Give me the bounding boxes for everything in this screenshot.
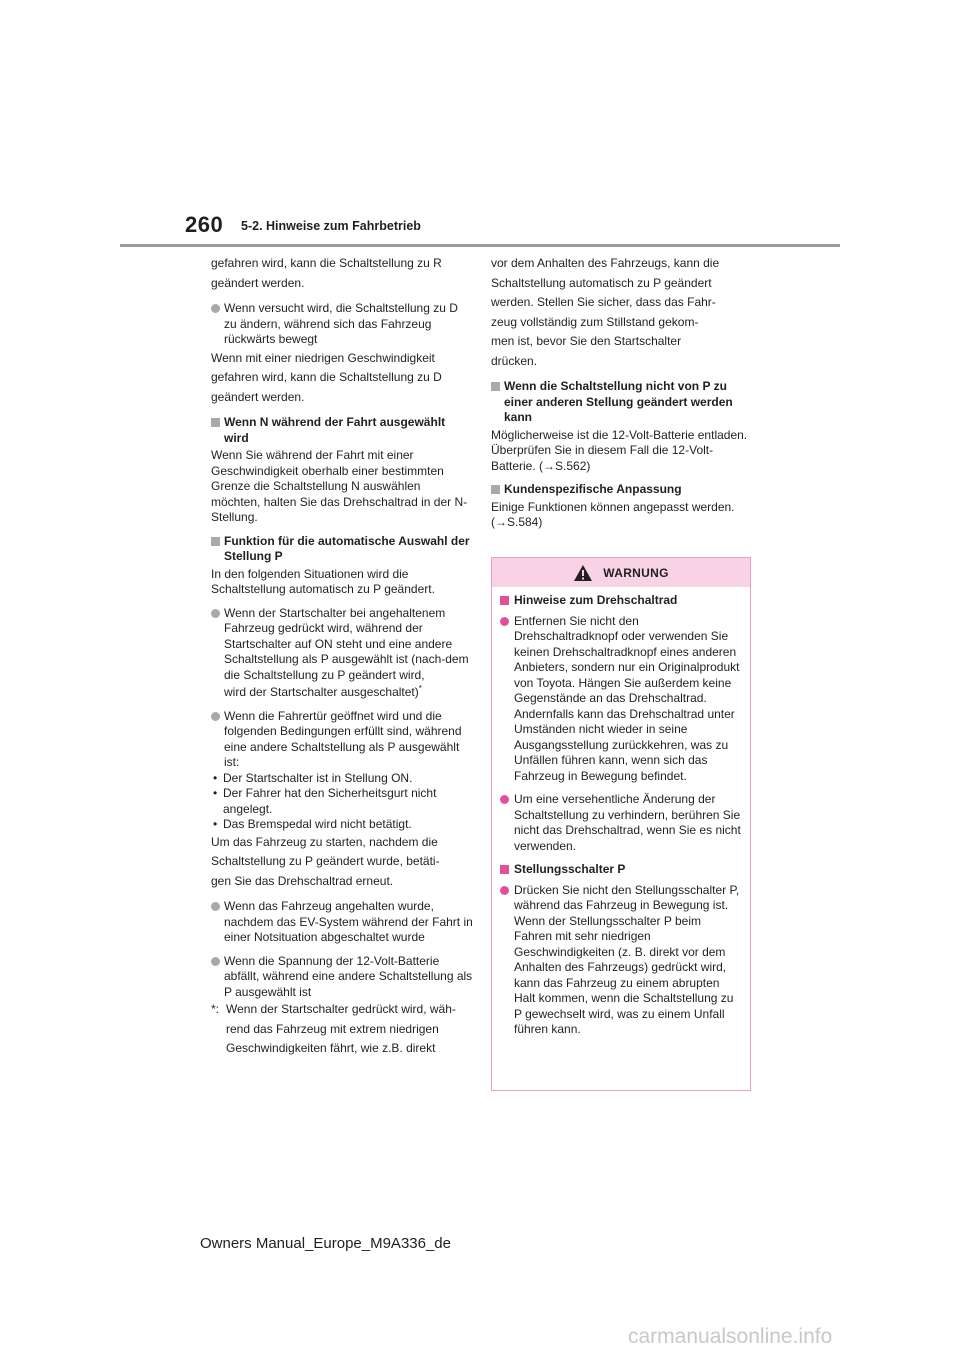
warning-triangle-icon — [573, 564, 593, 582]
intro-line: geändert werden. — [211, 275, 305, 290]
body-line: zeug vollständig zum Stillstand gekom- — [491, 314, 699, 329]
footnote — [211, 1000, 473, 1059]
warning-heading-p-switch: Stellungsschalter P — [500, 862, 742, 878]
right-column — [491, 254, 753, 531]
warning-text: Drücken Sie nicht den Stellungsschalter P, während das Fahrzeug in Bewegung ist. — [514, 882, 740, 912]
footnote-mark: * — [418, 684, 422, 693]
body-line: vor dem Anhalten des Fahrzeugs, kann die — [491, 256, 720, 270]
bullet-driver-door: Wenn die Fahrertür geöffnet wird und die folgenden Bedingungen erfüllt sind, während eine andere Schaltstellung als P ausgewählt ist: — [211, 709, 473, 771]
heading-customization: Kundenspezifische Anpassung — [491, 482, 753, 498]
intro-line: gefahren wird, kann die Schaltstellung zu R — [211, 256, 442, 270]
warning-text: Andernfalls kann das Drehschaltrad unter Umständen nicht wieder in seine Ausgangsstellung zurückkehren, was zu Unfällen führen kann, wenn sich das Fahrzeug in Bewegung befindet. — [514, 706, 735, 783]
warning-title: WARNUNG — [603, 565, 669, 580]
warning-text: Entfernen Sie nicht den Drehschaltradknopf oder verwenden Sie keinen Drehschaltradknopf eines anderen Anbieters, sondern nur ein Originalprodukt von Toyota. Hängen Sie außerdem keine Gegenstände an das Drehschaltrad. — [514, 613, 740, 705]
warning-text: Wenn der Stellungsschalter P beim Fahren mit sehr niedrigen Geschwindigkeiten (z. B. direkt vor dem Anhalten des Fahrzeugs) gedrückt wird, kann das Fahrzeug zu einem abrupten Halt kommen, wenn die Schaltstellung zu P gewechselt wird, was zu einem Unfall führen kann. — [514, 913, 734, 1036]
body-line: Um das Fahrzeug zu starten, nachdem die — [211, 834, 438, 849]
warning-bullet-knob — [500, 614, 742, 785]
bullet-12v-battery: Wenn die Spannung der 12-Volt-Batterie abfällt, während eine andere Schaltstellung als P ausgewählt ist — [211, 954, 473, 1001]
warning-bullet-touch: Um eine versehentliche Änderung der Schaltstellung zu verhindern, berühren Sie nicht das Drehschaltrad, wenn Sie es nicht verwenden. — [500, 792, 742, 854]
warning-body — [492, 587, 750, 1038]
bullet-text: Wenn der Startschalter bei angehaltenem Fahrzeug gedrückt wird, während der Startschalter auf ON steht und eine andere Schaltstellung als P ausgewählt ist (nach-dem die Schaltstellung zu P geändert wird, — [224, 605, 469, 682]
footnote-line: rend das Fahrzeug mit extrem niedrigen — [226, 1021, 439, 1036]
body-line: geändert werden. — [211, 389, 305, 404]
heading-n-while-driving: Wenn N während der Fahrt ausgewählt wird — [211, 415, 473, 446]
bullet-ev-system: Wenn das Fahrzeug angehalten wurde, nachdem das EV-System während der Fahrt in einer Notsituation abgeschaltet wurde — [211, 899, 473, 946]
body-line: werden. Stellen Sie sicher, dass das Fahr- — [491, 295, 716, 309]
paragraph-shift-stuck: Möglicherweise ist die 12-Volt-Batterie entladen. Überprüfen Sie in diesem Fall die 12-Volt-Batterie. (→S.562) — [491, 427, 748, 473]
footer-text: Owners Manual_Europe_M9A336_de — [200, 1235, 451, 1252]
warning-heading-dial: Hinweise zum Drehschaltrad — [500, 593, 742, 609]
heading-shift-stuck: Wenn die Schaltstellung nicht von P zu einer anderen Stellung geändert werden kann — [491, 379, 753, 426]
body-line: Wenn mit einer niedrigen Geschwindigkeit — [211, 350, 435, 365]
paragraph-auto-p: In den folgenden Situationen wird die Schaltstellung automatisch zu P geändert. — [211, 566, 435, 596]
warning-bullet-p-switch — [500, 883, 742, 1038]
left-column — [211, 254, 473, 1059]
warning-header — [492, 558, 750, 587]
body-line: Schaltstellung automatisch zu P geändert — [491, 275, 712, 290]
sub-item: • Der Startschalter ist in Stellung ON. — [211, 771, 473, 787]
body-line: Schaltstellung zu P geändert wurde, betäti- — [211, 854, 440, 868]
body-line: gefahren wird, kann die Schaltstellung zu D — [211, 370, 442, 384]
heading-auto-p: Funktion für die automatische Auswahl der Stellung P — [211, 534, 473, 565]
sub-item: • Das Bremspedal wird nicht betätigt. — [211, 817, 473, 833]
section-title: 5-2. Hinweise zum Fahrbetrieb — [241, 219, 421, 233]
body-line: drücken. — [491, 353, 538, 368]
bullet-text-last: wird der Startschalter ausgeschaltet) — [224, 685, 419, 699]
header-rule — [120, 244, 840, 247]
body-line: gen Sie das Drehschaltrad erneut. — [211, 873, 394, 888]
paragraph-n: Wenn Sie während der Fahrt mit einer Geschwindigkeit oberhalb einer bestimmten Grenze die Schaltstellung N auswählen möchten, halten Sie das Drehschaltrad in der N-Stellung. — [211, 448, 468, 524]
page-number: 260 — [185, 212, 224, 237]
paragraph-customization: Einige Funktionen können angepasst werden. (→S.584) — [491, 499, 735, 529]
bullet-shift-d: Wenn versucht wird, die Schaltstellung zu D zu ändern, während sich das Fahrzeug rückwärts bewegt — [211, 301, 473, 348]
body-line: men ist, bevor Sie den Startschalter — [491, 334, 682, 348]
bullet-start-switch — [211, 606, 473, 703]
watermark: carmanualsonline.info — [628, 1325, 833, 1348]
footnote-label: *: — [211, 1002, 220, 1016]
sub-item: • Der Fahrer hat den Sicherheitsgurt nicht angelegt. — [211, 786, 473, 817]
footnote-line: Geschwindigkeiten fährt, wie z.B. direkt — [226, 1041, 436, 1055]
footnote-line: Wenn der Startschalter gedrückt wird, wäh- — [226, 1002, 456, 1016]
warning-box — [491, 557, 751, 1091]
